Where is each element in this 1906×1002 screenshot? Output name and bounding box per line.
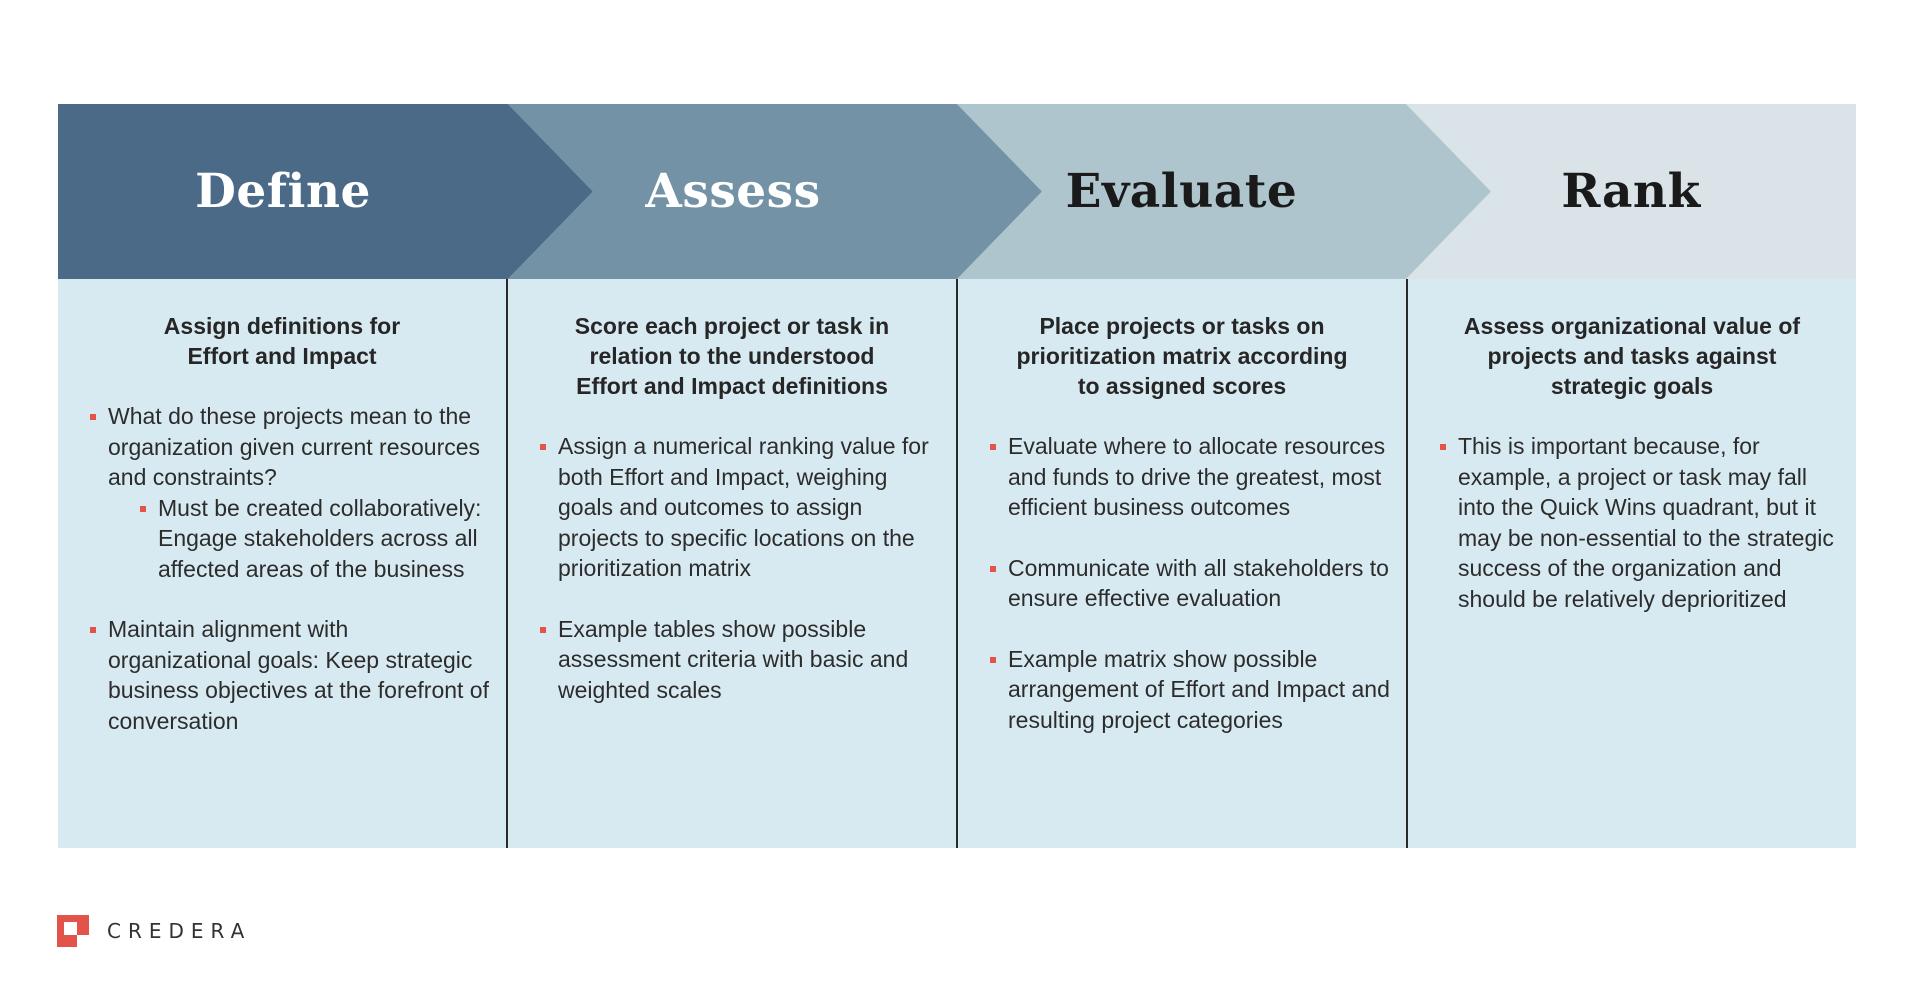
- column-heading: Place projects or tasks on prioritization matrix according to assigned scores: [1016, 313, 1348, 399]
- bullet-item: Example matrix show possible arrangement of Effort and Impact and resulting project categories: [990, 644, 1392, 736]
- credera-logo-icon: [57, 915, 89, 947]
- bullet-list: [972, 431, 1392, 735]
- bullet-text: What do these projects mean to the organization given current resources and constraints?: [108, 403, 481, 490]
- step-title-evaluate: Evaluate: [1065, 164, 1298, 219]
- column-heading: Assign definitions for Effort and Impact: [163, 313, 401, 369]
- bullet-item: Evaluate where to allocate resources and funds to drive the greatest, most efficient business outcomes: [990, 431, 1392, 523]
- bullet-item: Maintain alignment with organizational goals: Keep strategic business objectives at the forefront of conversation: [90, 614, 492, 736]
- content-area: [58, 279, 1856, 848]
- step-title-assess: Assess: [645, 164, 821, 219]
- column-assess: [508, 279, 958, 848]
- bullet-list: [522, 431, 942, 705]
- credera-logo: [57, 915, 251, 947]
- bullet-list: [1422, 431, 1842, 614]
- bullet-item: [90, 401, 492, 584]
- bullet-list: [72, 401, 492, 736]
- bullet-item: This is important because, for example, a project or task may fall into the Quick Wins quadrant, but it may be non-essential to the strategic success of the organization and should be relatively deprioritized: [1440, 431, 1842, 614]
- step-title-rank: Rank: [1561, 164, 1701, 219]
- bullet-item: Communicate with all stakeholders to ensure effective evaluation: [990, 553, 1392, 614]
- bullet-item: Assign a numerical ranking value for both Effort and Impact, weighing goals and outcomes to assign projects to specific locations on the prioritization matrix: [540, 431, 942, 584]
- bullet-item: Example tables show possible assessment criteria with basic and weighted scales: [540, 614, 942, 706]
- column-rank: [1408, 279, 1856, 848]
- column-heading: Score each project or task in relation to the understood Effort and Impact definitions: [574, 313, 890, 399]
- column-evaluate: [958, 279, 1408, 848]
- logo-wordmark: CREDERA: [107, 919, 252, 943]
- sub-bullet-item: Must be created collaboratively: Engage stakeholders across all affected areas of the business: [140, 493, 492, 585]
- column-heading: Assess organizational value of projects and tasks against strategic goals: [1463, 313, 1801, 399]
- column-define: [58, 279, 508, 848]
- sub-bullet-list: [108, 493, 492, 585]
- step-title-define: Define: [195, 164, 371, 219]
